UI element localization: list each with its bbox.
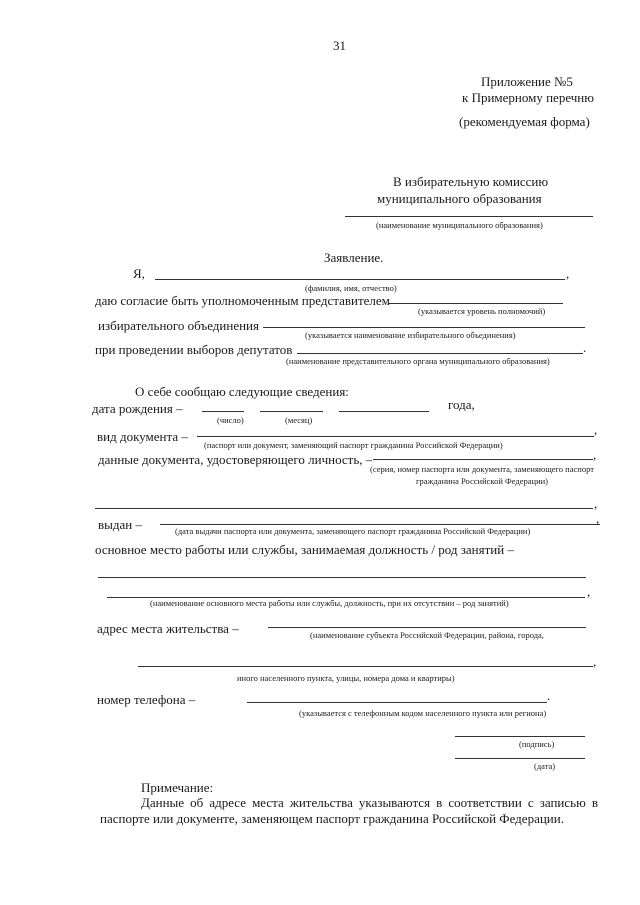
consent-label: даю согласие быть уполномоченным представителем — [95, 293, 390, 308]
dob-day-underline — [202, 411, 244, 412]
party-label: избирательного объединения — [98, 318, 259, 333]
year-label: года, — [448, 397, 475, 412]
address-hint-1: (наименование субъекта Российской Федерации, района, города, — [310, 630, 544, 640]
address-underline-2 — [138, 666, 593, 667]
comma-mark: , — [596, 511, 600, 526]
ya-label: Я, — [133, 266, 145, 281]
about-heading: О себе сообщаю следующие сведения: — [135, 384, 349, 399]
elections-label: при проведении выборов депутатов — [95, 342, 293, 357]
comma-mark: , — [566, 266, 570, 281]
dob-label: дата рождения – — [92, 401, 183, 416]
dob-day-hint: (число) — [217, 415, 244, 425]
doc-data-underline — [373, 459, 593, 460]
addressee-hint: (наименование муниципального образования) — [376, 220, 543, 230]
period-mark: . — [583, 340, 587, 355]
issued-underline — [160, 524, 600, 525]
fio-underline — [155, 279, 565, 280]
issued-label: выдан – — [98, 517, 142, 532]
dob-month-hint: (месяц) — [285, 415, 313, 425]
note-text: Данные об адресе места жительства указываются в соответствии с записью в паспорте или документе, заменяющем паспорт гражданина Российской Федерации. — [100, 795, 598, 826]
comma-mark: , — [593, 654, 597, 669]
addressee-line1: В избирательную комиссию — [393, 174, 549, 189]
consent-hint: (указывается уровень полномочий) — [418, 306, 546, 316]
doc-data-hint: (серия, номер паспорта или документа, заменяющего паспорт гражданина Российской Федерации) — [370, 464, 594, 486]
address-underline-1 — [268, 627, 586, 628]
comma-mark: , — [593, 447, 597, 462]
doc-data-label: данные документа, удостоверяющего личность, – — [98, 452, 373, 467]
elections-hint: (наименование представительного органа муниципального образования) — [286, 356, 550, 366]
form-type: (рекомендуемая форма) — [459, 114, 590, 129]
period-mark: . — [547, 688, 551, 703]
dob-month-underline — [260, 411, 323, 412]
phone-underline — [247, 702, 547, 703]
phone-hint: (указывается с телефонным кодом населенного пункта или региона) — [299, 708, 547, 718]
date-hint: (дата) — [534, 761, 556, 771]
comma-mark: , — [594, 496, 598, 511]
work-hint: (наименование основного места работы или службы, должность, при их отсутствии – род занятий) — [150, 598, 509, 608]
date-underline — [455, 758, 585, 759]
dob-year-underline — [339, 411, 429, 412]
addressee-line2: муниципального образования — [377, 191, 542, 206]
doc-type-underline — [197, 436, 594, 437]
comma-mark: , — [587, 584, 591, 599]
appendix-label: Приложение №5 — [481, 74, 573, 89]
consent-underline — [388, 303, 563, 304]
doc-type-label: вид документа – — [97, 429, 188, 444]
elections-underline — [297, 353, 583, 354]
fio-hint: (фамилия, имя, отчество) — [305, 283, 397, 293]
doc-type-hint: (паспорт или документ, заменяющий паспорт гражданина Российской Федерации) — [204, 440, 503, 450]
party-underline — [263, 327, 585, 328]
addressee-underline — [345, 216, 593, 217]
party-hint: (указывается наименование избирательного объединения) — [305, 330, 516, 340]
phone-label: номер телефона – — [97, 692, 196, 707]
signature-underline — [455, 736, 585, 737]
comma-mark: , — [594, 422, 598, 437]
address-label: адрес места жительства – — [97, 621, 239, 636]
work-underline-1 — [98, 577, 586, 578]
appendix-reference: к Примерному перечню — [462, 90, 594, 105]
signature-hint: (подпись) — [519, 739, 555, 749]
document-title: Заявление. — [324, 250, 384, 265]
note-title: Примечание: — [141, 780, 214, 795]
doc-data-underline-2 — [95, 508, 593, 509]
page-number: 31 — [333, 38, 346, 53]
work-label: основное место работы или службы, занимаемая должность / род занятий – — [95, 542, 514, 557]
issued-hint: (дата выдачи паспорта или документа, заменяющего паспорт гражданина Российской Федерации) — [175, 526, 531, 536]
address-hint-2: иного населенного пункта, улицы, номера дома и квартиры) — [237, 673, 455, 683]
